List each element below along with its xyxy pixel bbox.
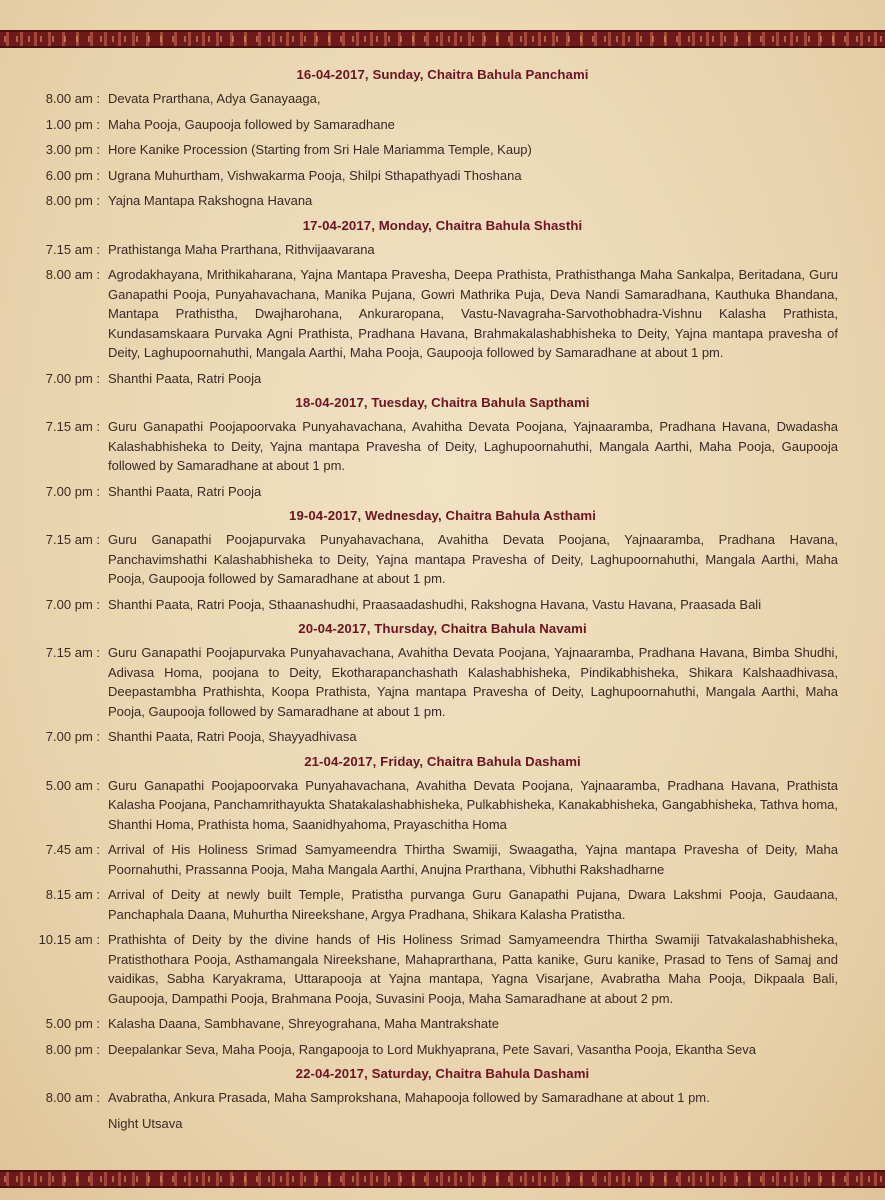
bottom-ornamental-border — [0, 1170, 885, 1188]
schedule-entry — [0, 265, 885, 363]
entry-description: Kalasha Daana, Sambhavane, Shreyograhana, Maha Mantrakshate — [108, 1016, 499, 1031]
schedule-entry — [0, 930, 885, 1008]
entry-time: 7.15 am : — [45, 241, 100, 257]
entry-time: 7.15 am : — [45, 419, 100, 434]
schedule-entry — [0, 595, 885, 615]
entry-description: Guru Ganapathi Poojapurvaka Punyahavachana, Avahitha Devata Poojana, Yajnaaramba, Pradhana Havana, Panchavimshathi Kalashabhisheka to Deity, Yajna mantapa Pravesha of Deity, Laghupoornahuthi, Mangala Aarthi, Maha Pooja, Gaupooja followed by Samaradhane at about 1 pm. — [108, 532, 838, 586]
entry-description: Guru Ganapathi Poojapoorvaka Punyahavachana, Avahitha Devata Poojana, Yajnaaramba, Pradhana Havana, Prathista Kalasha Poojana, Panchamrithayukta Shatakalashabhisheka, Pulkabhisheka, Kanakabhisheka, Gangabhisheka, Tathva homa, Shanthi Homa, Prathista homa, Saanidhyahoma, Prayaschitha Homa — [108, 777, 838, 832]
day-section — [0, 217, 885, 389]
entry-description: Yajna Mantapa Rakshogna Havana — [108, 193, 313, 208]
entry-description: Agrodakhayana, Mrithikaharana, Yajna Mantapa Pravesha, Deepa Prathista, Prathisthanga Maha Sankalpa, Beritadana, Guru Ganapathi Pooja, Punyahavachana, Manika Pujana, Gowri Mathrika Puja, Deva Nandi Samaradhana, Kauthuka Bhandana, Mantapa Prathistha, Dwajharohana, Ankuraropana, Vastu-Navagraha-Sarvothobhadra-Vishnu Kalasha Prathista, Kundasamskaara Purvaka Agni Prathista, Pradhana Havana, Brahmakalashabhisheka to Deity, Yajna mantapa pravesha of Deity, Laghupoornahuthi, Mangala Aarthi, Maha Pooja, Gaupooja followed by Samaradhane at about 1 pm. — [108, 267, 838, 360]
schedule-entry — [0, 1088, 885, 1108]
entry-time: 5.00 am : — [45, 777, 100, 793]
day-section — [0, 394, 885, 501]
entry-description: Deepalankar Seva, Maha Pooja, Rangapooja to Lord Mukhyaprana, Pete Savari, Vasantha Pooja, Ekantha Seva — [108, 1041, 757, 1057]
entry-description: Avabratha, Ankura Prasada, Maha Samprokshana, Mahapooja followed by Samaradhane at about 1 pm. — [108, 1090, 710, 1105]
day-section — [0, 1065, 885, 1133]
schedule-entry — [0, 1014, 885, 1034]
schedule — [0, 64, 885, 1139]
schedule-entry — [0, 166, 885, 186]
day-section — [0, 753, 885, 1060]
schedule-entry — [0, 115, 885, 135]
entry-description: Arrival of Deity at newly built Temple, Pratistha purvanga Guru Ganapathi Pujana, Dwara Lakshmi Pooja, Gaudaana, Panchaphala Daana, Muhurtha Nireekshane, Argya Pradhana, Shikara Kalasha Pratistha. — [108, 887, 838, 922]
schedule-entry — [0, 240, 885, 260]
entry-description: Night Utsava — [108, 1115, 183, 1131]
schedule-entry — [0, 727, 885, 747]
day-heading: 22-04-2017, Saturday, Chaitra Bahula Dashami — [295, 1066, 590, 1081]
entry-time — [0, 1114, 108, 1134]
entry-description: Devata Prarthana, Adya Ganayaaga, — [108, 91, 321, 106]
entry-description: Ugrana Muhurtham, Vishwakarma Pooja, Shilpi Sthapathyadi Thoshana — [108, 167, 522, 183]
schedule-entry — [0, 140, 885, 160]
entry-time: 3.00 pm : — [45, 142, 100, 157]
entry-time: 8.15 am : — [45, 887, 100, 902]
day-heading: 16-04-2017, Sunday, Chaitra Bahula Panchami — [296, 67, 589, 82]
day-heading: 18-04-2017, Tuesday, Chaitra Bahula Sapthami — [295, 395, 590, 410]
entry-time: 8.00 am : — [45, 267, 100, 282]
day-section — [0, 620, 885, 747]
entry-time: 7.15 am : — [45, 532, 100, 547]
schedule-entry — [0, 369, 885, 389]
entry-time: 8.00 pm : — [45, 193, 100, 208]
schedule-entry — [0, 530, 885, 589]
day-section — [0, 507, 885, 614]
entry-description: Guru Ganapathi Poojapoorvaka Punyahavachana, Avahitha Devata Poojana, Yajnaaramba, Pradhana Havana, Dwadasha Kalashabhisheka to Deity, Yajna mantapa Pravesha of Deity, Laghupoornahuthi, Mangala Aarthi, Maha Pooja, Gaupooja followed by Samaradhane at about 1 pm. — [108, 419, 838, 473]
entry-time: 7.15 am : — [45, 645, 100, 660]
entry-time: 5.00 pm : — [45, 1016, 100, 1031]
day-heading: 17-04-2017, Monday, Chaitra Bahula Shasthi — [302, 217, 583, 233]
schedule-entry — [0, 643, 885, 721]
schedule-entry — [0, 1114, 885, 1134]
entry-description: Shanthi Paata, Ratri Pooja, Shayyadhivasa — [108, 729, 357, 744]
entry-time: 7.00 pm : — [45, 483, 100, 499]
entry-description: Prathistanga Maha Prarthana, Rithvijaavarana — [108, 241, 375, 257]
entry-time: 7.45 am : — [45, 842, 100, 857]
entry-time: 7.00 pm : — [45, 729, 100, 744]
schedule-entry — [0, 191, 885, 211]
schedule-entry — [0, 89, 885, 109]
entry-description: Prathishta of Deity by the divine hands of His Holiness Srimad Samyameendra Thirtha Swamiji Tatvakalashabhisheka, Pratisthothara Pooja, Asthamangala Nireekshane, Mahaprarthana, Patta kanike, Guru kanike, Prasad to Tens of Samaj and vaidikas, Sabha Karyakrama, Uttarapooja at Yajna mantapa, Yagna Visarjane, Avabratha Maha Pooja, Dikpaala Bali, Gaupooja, Dampathi Pooja, Brahmana Pooja, Suvasini Pooja, Maha Samaradhane at about 2 pm. — [108, 932, 838, 1006]
entry-time: 8.00 pm : — [45, 1041, 100, 1057]
entry-description: Arrival of His Holiness Srimad Samyameendra Thirtha Swamiji, Swaagatha, Yajna mantapa Pravesha of Deity, Maha Poornahuthi, Prassanna Pooja, Maha Mangala Aarthi, Anujna Prarthana, Vibhuthi Rakshadharne — [108, 842, 838, 877]
schedule-entry — [0, 776, 885, 835]
entry-description: Shanthi Paata, Ratri Pooja — [108, 483, 262, 499]
entry-time: 6.00 pm : — [45, 167, 100, 183]
schedule-entry — [0, 840, 885, 879]
entry-description: Maha Pooja, Gaupooja followed by Samaradhane — [108, 116, 395, 132]
entry-description: Hore Kanike Procession (Starting from Sri Hale Mariamma Temple, Kaup) — [108, 142, 532, 157]
entry-time: 10.15 am : — [38, 932, 100, 947]
day-heading: 21-04-2017, Friday, Chaitra Bahula Dashami — [304, 753, 581, 769]
entry-description: Shanthi Paata, Ratri Pooja — [108, 370, 262, 386]
entry-time: 7.00 pm : — [45, 596, 100, 612]
entry-time: 7.00 pm : — [45, 370, 100, 386]
schedule-entry — [0, 417, 885, 476]
entry-description: Guru Ganapathi Poojapurvaka Punyahavachana, Avahitha Devata Poojana, Yajnaaramba, Pradhana Havana, Bimba Shudhi, Adivasa Homa, poojana to Deity, Ekotharapanchashath Kalashabhisheka, Pindikabhisheka, Shikara Kalshaadhivasa, Deepastambha Prathishta, Koopa Prathista, Yajna mantapa Pravesha of Deity, Laghupoornahuthi, Mangala Aarthi, Maha Pooja, Gaupooja followed by Samaradhane at about 1 pm. — [108, 645, 838, 719]
top-ornamental-border — [0, 30, 885, 48]
entry-time: 1.00 pm : — [45, 116, 100, 132]
entry-description: Shanthi Paata, Ratri Pooja, Sthaanashudhi, Praasaadashudhi, Rakshogna Havana, Vastu Havana, Praasada Bali — [108, 596, 762, 612]
day-section — [0, 66, 885, 211]
entry-time: 8.00 am : — [45, 91, 100, 106]
schedule-entry — [0, 885, 885, 924]
day-heading: 20-04-2017, Thursday, Chaitra Bahula Navami — [298, 621, 587, 636]
day-heading: 19-04-2017, Wednesday, Chaitra Bahula Asthami — [289, 508, 596, 523]
entry-time: 8.00 am : — [45, 1090, 100, 1105]
schedule-entry — [0, 482, 885, 502]
schedule-entry — [0, 1040, 885, 1060]
